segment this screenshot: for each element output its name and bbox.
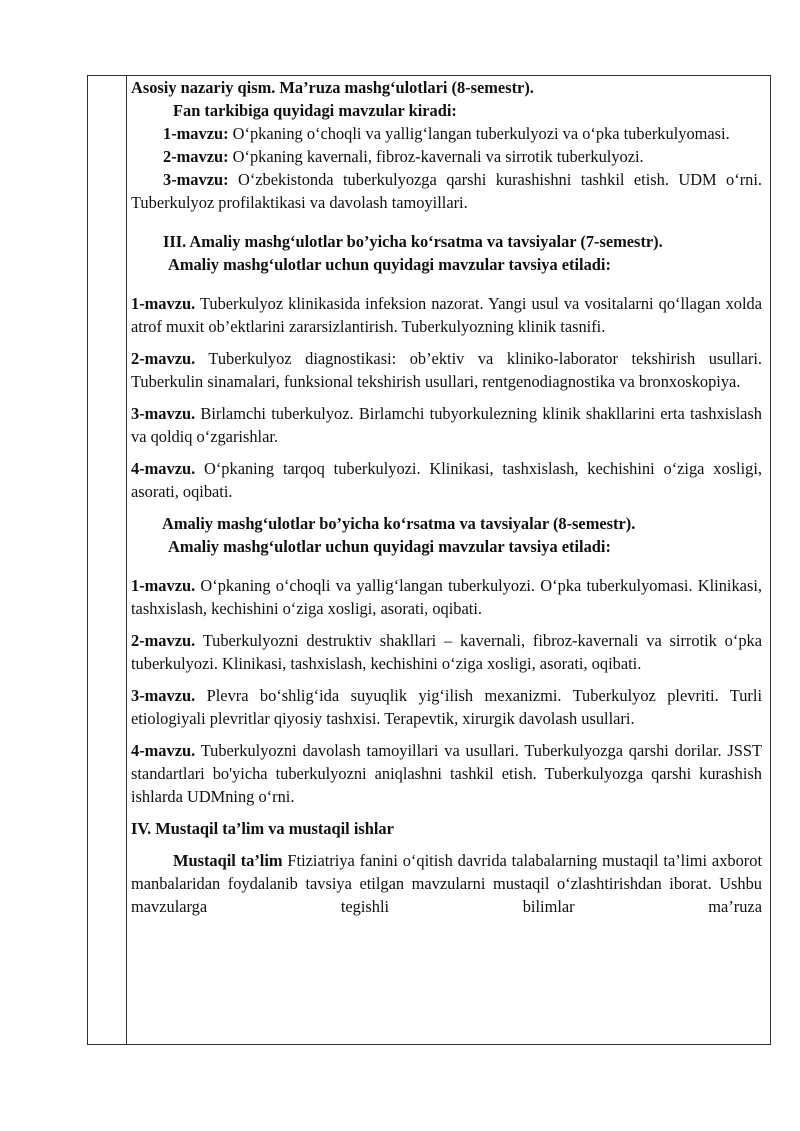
- practical8-topic: 2-mavzu. Tuberkulyozni destruktiv shakllari – kavernali, fibroz-kavernali va sirrotik o‘pka tuberkulyozi. Klinikasi, tashxislash, kechishini o‘ziga xosligi, asorati, oqibati.: [131, 631, 762, 673]
- practical8-heading: Amaliy mashg‘ulotlar bo’yicha ko‘rsatma va tavsiyalar (8-semestr).: [162, 514, 636, 533]
- practical8-subheading: Amaliy mashg‘ulotlar uchun quyidagi mavzular tavsiya etiladi:: [168, 537, 611, 556]
- fan-intro: Fan tarkibiga quyidagi mavzular kiradi:: [173, 101, 457, 120]
- lecture-topic: 1-mavzu: O‘pkaning o‘choqli va yallig‘langan tuberkulyozi va o‘pka tuberkulyomasi.: [163, 124, 730, 143]
- practical8-topic: 3-mavzu. Plevra bo‘shlig‘ida suyuqlik yig‘ilish mexanizmi. Tuberkulyoz plevriti. Turli etiologiyali plevritlar qiyosiy tashxisi. Terapevtik, xirurgik davolash usullari.: [131, 686, 762, 728]
- practical7-topic: 2-mavzu. Tuberkulyoz diagnostikasi: ob’ektiv va kliniko-laborator tekshirish usullari. Tuberkulin sinamalari, funksional tekshirish usullari, rentgenodiagnostika va bronxoskopiya.: [131, 349, 762, 391]
- practical8-topic: 4-mavzu. Tuberkulyozni davolash tamoyillari va usullari. Tuberkulyozga qarshi dorilar. JSST standartlari bo'yicha tuberkulyozni aniqlashni tashkil etish. Tuberkulyozga qarshi kurashish ishlarda UDMning o‘rni.: [131, 741, 762, 806]
- practical7-topic: 1-mavzu. Tuberkulyoz klinikasida infeksion nazorat. Yangi usul va vositalarni qo‘llagan xolda atrof muxit ob’ektlarini zararsizlantirish. Tuberkulyozning klinik tasnifi.: [131, 294, 762, 336]
- practical7-topic: 4-mavzu. O‘pkaning tarqoq tuberkulyozi. Klinikasi, tashxislash, kechishini o‘ziga xosligi, asorati, oqibati.: [131, 459, 762, 501]
- document-content: [131, 76, 762, 918]
- practical8-topic: 1-mavzu. O‘pkaning o‘choqli va yallig‘langan tuberkulyozi. O‘pka tuberkulyomasi. Klinikasi, tashxislash, kechishini o‘ziga xosligi, asorati, oqibati.: [131, 576, 762, 618]
- practical7-topic: 3-mavzu. Birlamchi tuberkulyoz. Birlamchi tubyorkulezning klinik shakllarini erta tashxislash va qoldiq o‘zgarishlar.: [131, 404, 762, 446]
- table-left-column: [87, 75, 127, 1045]
- practical7-subheading: Amaliy mashg‘ulotlar uchun quyidagi mavzular tavsiya etiladi:: [168, 255, 611, 274]
- practical7-heading: III. Amaliy mashg‘ulotlar bo’yicha ko‘rsatma va tavsiyalar (7-semestr).: [163, 232, 663, 251]
- section-title: Asosiy nazariy qism. Ma’ruza mashg‘ulotlari (8-semestr).: [131, 78, 534, 97]
- lecture-topic: 2-mavzu: O‘pkaning kavernali, fibroz-kavernali va sirrotik tuberkulyozi.: [163, 147, 644, 166]
- independent-paragraph: Mustaqil ta’lim Ftiziatriya fanini o‘qitish davrida talabalarning mustaqil ta’limi axborot manbalaridan foydalanib tavsiya etilgan mavzularni mustaqil o‘zlashtirishdan iborat. Ushbu mavzularga tegishli bilimlar ma’ruza: [131, 851, 763, 916]
- independent-heading: IV. Mustaqil ta’lim va mustaqil ishlar: [131, 819, 394, 838]
- lecture-topic: 3-mavzu: O‘zbekistonda tuberkulyozga qarshi kurashishni tashkil etish. UDM o‘rni. Tuberkulyoz profilaktikasi va davolash tamoyillari.: [131, 170, 762, 212]
